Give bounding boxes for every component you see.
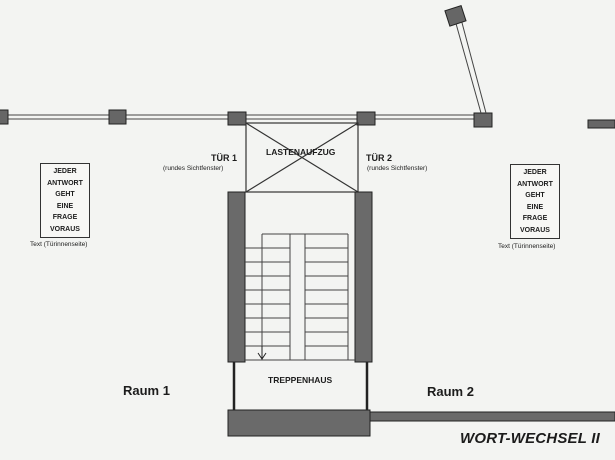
stairwell-walls xyxy=(228,192,372,362)
door2-label: TÜR 2 xyxy=(366,153,393,163)
freight-elevator-label: LASTENAUFZUG xyxy=(266,147,336,157)
door2-note: (rundes Sichtfenster) xyxy=(367,165,428,172)
sign-right-line: EINE xyxy=(526,203,544,211)
sign-left-line: EINE xyxy=(56,202,74,210)
sign-left-line: JEDER xyxy=(53,168,77,175)
swing-door xyxy=(445,6,486,113)
door1-label: TÜR 1 xyxy=(211,153,238,163)
sign-left-line: ANTWORT xyxy=(47,179,83,187)
sign-left-line: VORAUS xyxy=(50,225,80,233)
elevator-shaft xyxy=(246,123,358,192)
room2-label: Raum 2 xyxy=(427,384,474,399)
door1-note: (rundes Sichtfenster) xyxy=(163,165,224,172)
sign-right-line: FRAGE xyxy=(522,215,548,222)
sign-right-line: JEDER xyxy=(523,169,547,176)
sign-right-line: ANTWORT xyxy=(517,180,553,188)
sign-left-line: FRAGE xyxy=(52,214,78,221)
sign-right-line: VORAUS xyxy=(520,226,550,234)
stairwell-doorposts xyxy=(234,362,367,412)
stair-arrow xyxy=(258,346,266,359)
wall-stub-right xyxy=(588,120,615,128)
sign-left xyxy=(40,163,90,238)
sign-right-line: GEHT xyxy=(525,192,545,199)
diagram-title: WORT-WECHSEL II xyxy=(460,430,600,447)
sign-right xyxy=(510,164,560,239)
sign-left-caption: Text (Türinnenseite) xyxy=(30,241,88,248)
staircase xyxy=(245,234,355,360)
stairwell-label: TREPPENHAUS xyxy=(268,375,333,385)
sign-right-caption: Text (Türinnenseite) xyxy=(498,243,556,250)
sign-left-line: GEHT xyxy=(55,191,75,198)
room1-label: Raum 1 xyxy=(123,383,170,398)
